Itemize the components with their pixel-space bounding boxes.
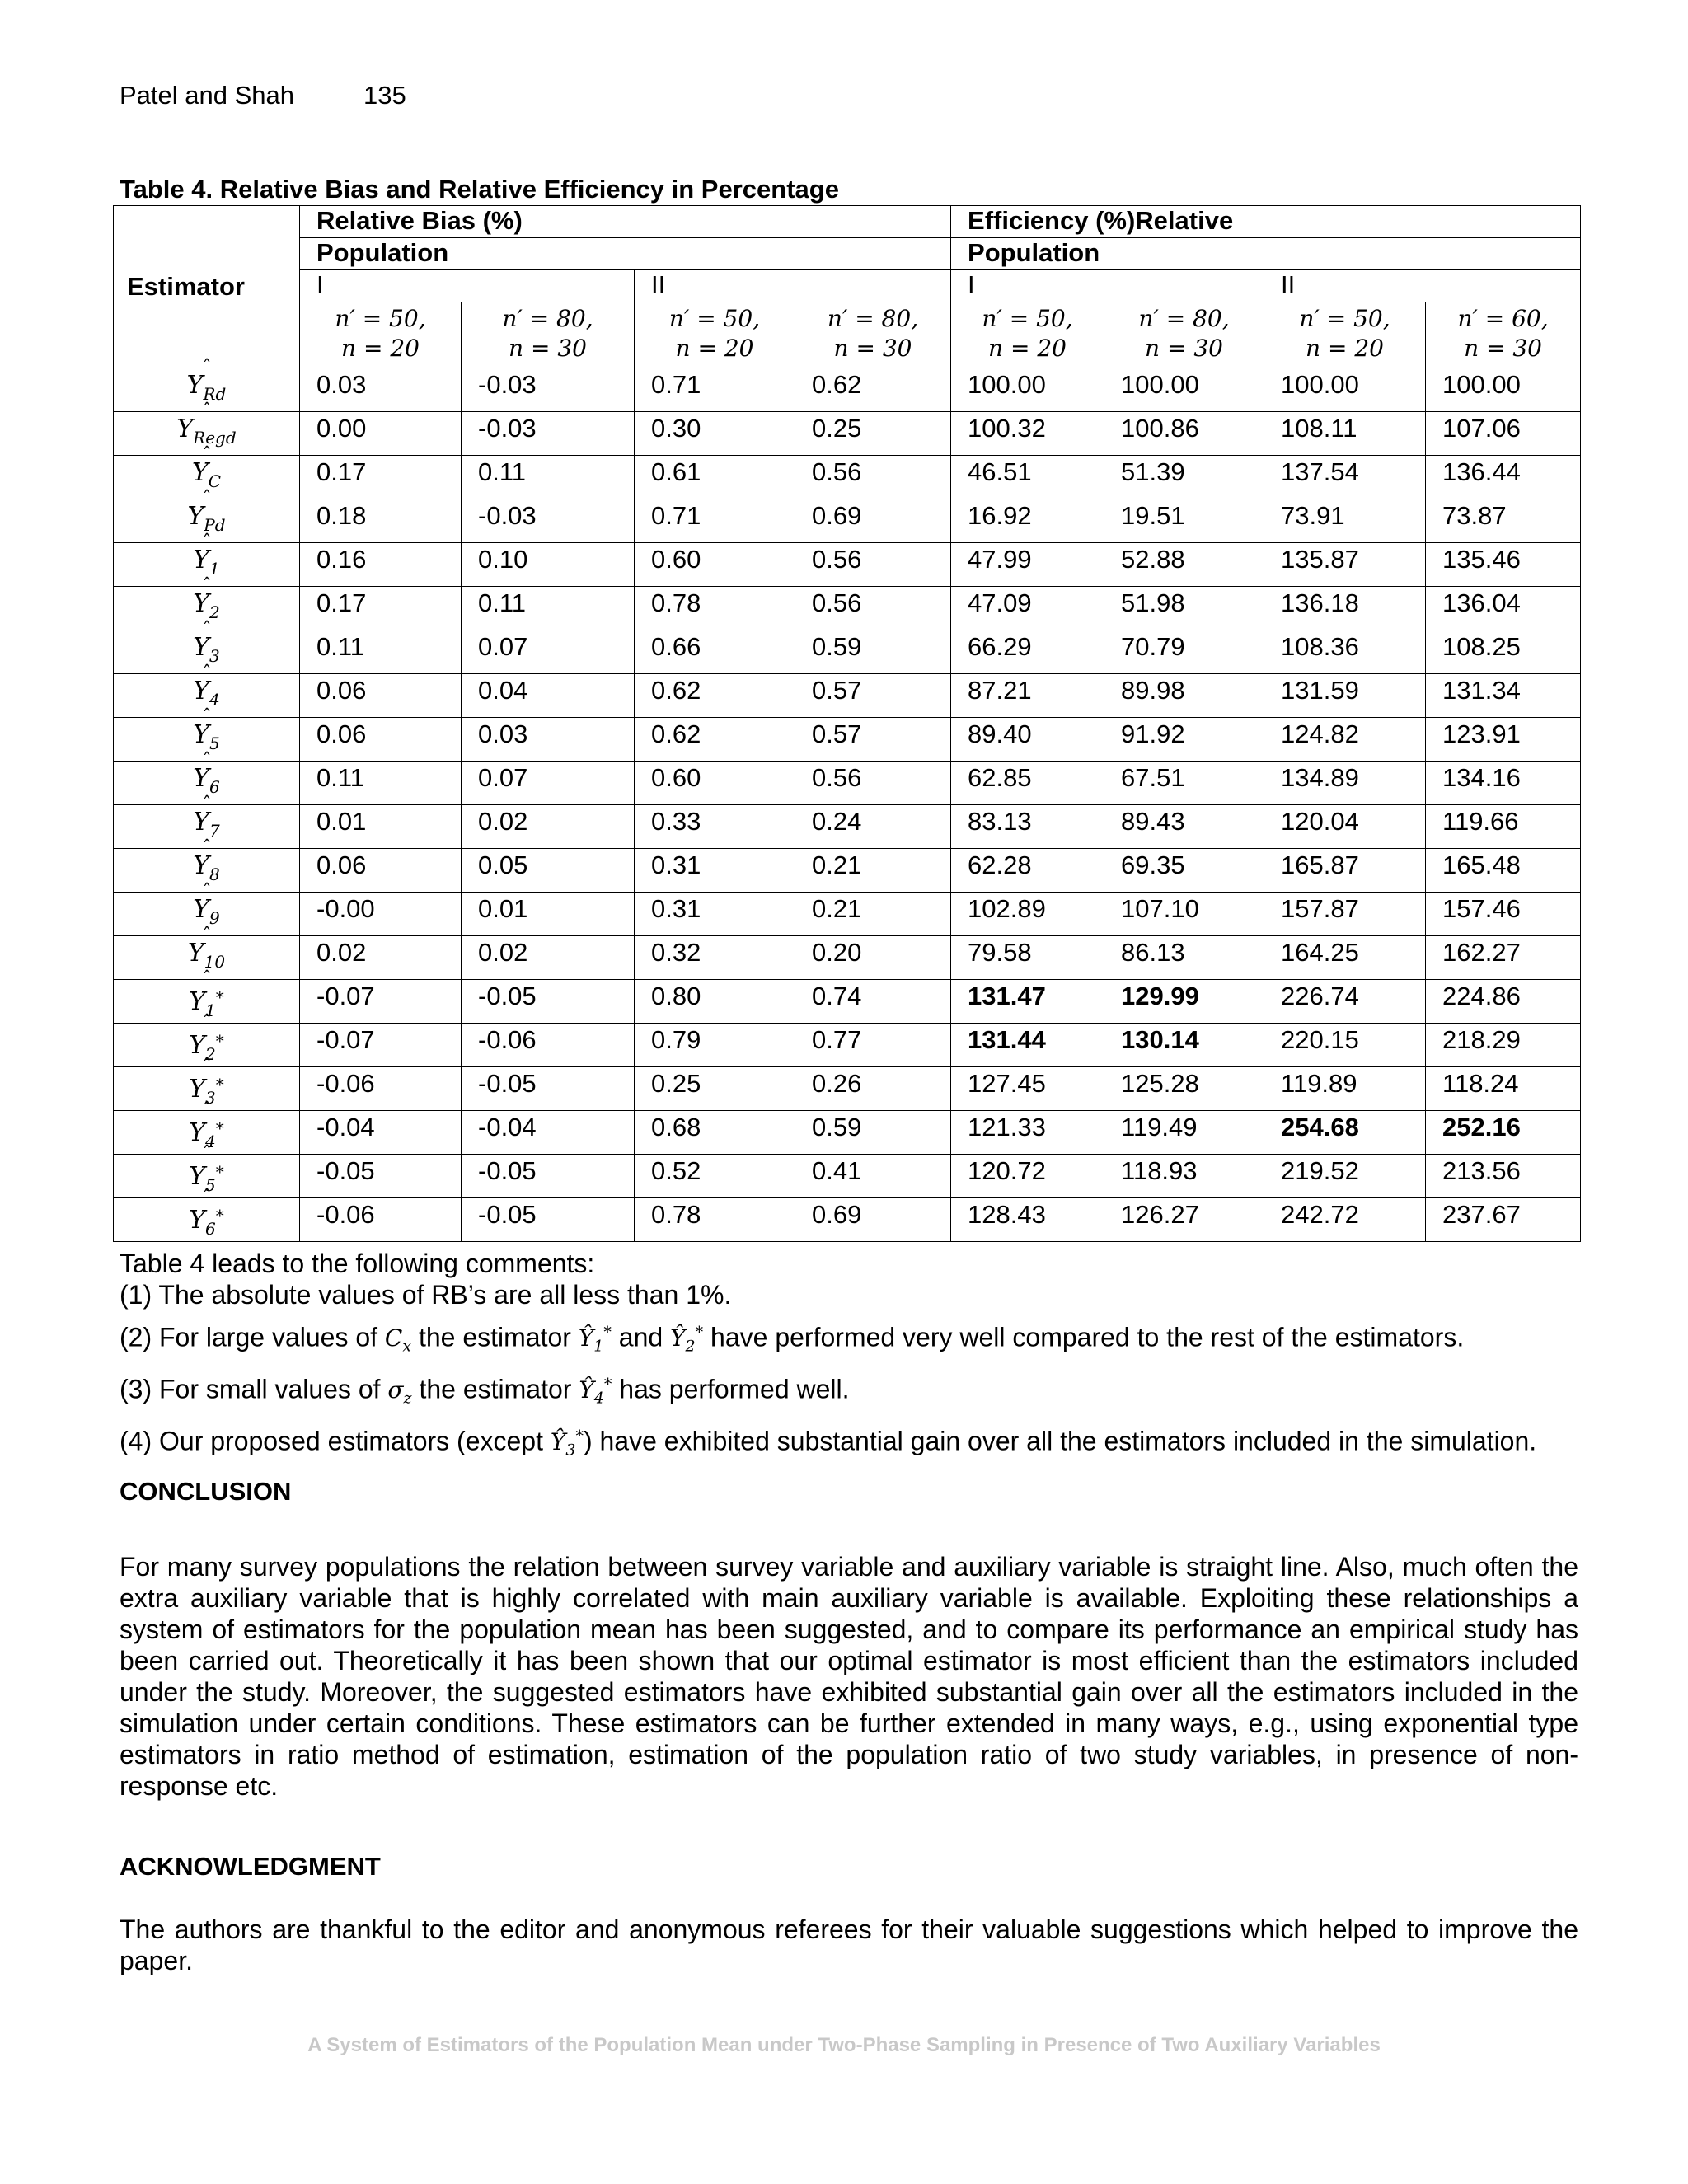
estimator-y3-star: $Y_3^*$ (550, 1427, 584, 1460)
acknowledgment-text: The authors are thankful to the editor and anonymous referees for their valuable suggestions which helped to improve the paper. (120, 1915, 1578, 1975)
table-cell: 0.68 (635, 1111, 795, 1155)
table-cell: 100.32 (951, 412, 1104, 456)
page-number: 135 (363, 81, 406, 110)
table-cell: 108.11 (1264, 412, 1426, 456)
table-cell: -0.04 (462, 1111, 635, 1155)
table-cell: 162.27 (1426, 936, 1581, 980)
estimator-symbol: ˆ $Y_9$ (114, 893, 300, 936)
table-cell: 136.44 (1426, 456, 1581, 499)
table-cell: 0.61 (635, 456, 795, 499)
relative-efficiency-header: Efficiency (%)Relative (951, 206, 1581, 238)
table-cell: -0.07 (300, 1024, 462, 1067)
table-cell: 0.59 (795, 630, 951, 674)
table-cell: 0.62 (635, 674, 795, 718)
table-cell: 120.72 (951, 1155, 1104, 1198)
table-cell: 107.06 (1426, 412, 1581, 456)
estimator-symbol: ˆ $Y_4$ (114, 674, 300, 718)
table-cell: 0.25 (795, 412, 951, 456)
table-cell: -0.06 (300, 1198, 462, 1242)
table-cell: 73.87 (1426, 499, 1581, 543)
table-row (114, 893, 1581, 936)
population-header-eff: Population (951, 238, 1581, 270)
table-cell: 0.30 (635, 412, 795, 456)
table-cell: 0.56 (795, 543, 951, 587)
table-cell: 89.43 (1104, 805, 1264, 849)
footer-title: A System of Estimators of the Population Mean under Two-Phase Sampling in Presence of Two Auxiliary Variables (307, 2034, 1381, 2056)
table-cell: 107.10 (1104, 893, 1264, 936)
table-cell: 89.40 (951, 718, 1104, 762)
table-cell: 0.57 (795, 718, 951, 762)
table-cell: 165.48 (1426, 849, 1581, 893)
table-cell: 0.07 (462, 630, 635, 674)
table-cell: 47.99 (951, 543, 1104, 587)
table-cell: 219.52 (1264, 1155, 1426, 1198)
table-cell: 119.49 (1104, 1111, 1264, 1155)
table-cell: 67.51 (1104, 762, 1264, 805)
table-cell: 0.60 (635, 762, 795, 805)
table-cell: 47.09 (951, 587, 1104, 630)
estimator-y1-star: $Y_1^*$ (578, 1324, 612, 1356)
population-header-rb: Population (300, 238, 951, 270)
sample-size-header: n′ = 80, n = 30 (462, 302, 635, 368)
table-cell: 0.31 (635, 849, 795, 893)
table-cell: 157.87 (1264, 893, 1426, 936)
table-cell: 137.54 (1264, 456, 1426, 499)
acknowledgment-heading: ACKNOWLEDGMENT (120, 1852, 381, 1881)
estimator-symbol: ˆ $Y_{Rd}$ (114, 368, 300, 412)
table-cell: 252.16 (1426, 1111, 1581, 1155)
table-row (114, 412, 1581, 456)
table-cell: 0.04 (462, 674, 635, 718)
sample-size-header: n′ = 60, n = 30 (1426, 302, 1581, 368)
table-cell: 62.85 (951, 762, 1104, 805)
table-cell: 0.71 (635, 499, 795, 543)
comment-3: (3) For small values of $\sigma_z$ the estimator $Y_4^*$ has performed well. (120, 1374, 850, 1408)
table-cell: 51.39 (1104, 456, 1264, 499)
sample-size-header: n′ = 50, n = 20 (951, 302, 1104, 368)
table-cell: 126.27 (1104, 1198, 1264, 1242)
estimator-symbol: ˆ $Y_4^*$ (114, 1111, 300, 1155)
estimator-symbol: ˆ $Y_{Pd}$ (114, 499, 300, 543)
table-row (114, 980, 1581, 1024)
table-cell: 0.52 (635, 1155, 795, 1198)
table-cell: 0.32 (635, 936, 795, 980)
table-cell: 0.03 (462, 718, 635, 762)
table-cell: 0.06 (300, 718, 462, 762)
table-row (114, 936, 1581, 980)
comment-1: (1) The absolute values of RB’s are all less than 1%. (120, 1280, 732, 1310)
table-cell: 0.10 (462, 543, 635, 587)
table-cell: 87.21 (951, 674, 1104, 718)
table-row (114, 368, 1581, 412)
table-cell: 86.13 (1104, 936, 1264, 980)
table-cell: -0.03 (462, 499, 635, 543)
comment-2: (2) For large values of $C_x$ the estimator $Y_1^*$ and $Y_2^*$ have performed very well compared to the rest of the estimators. (120, 1322, 1465, 1356)
table-cell: 0.25 (635, 1067, 795, 1111)
table-row (114, 587, 1581, 630)
table-cell: 136.18 (1264, 587, 1426, 630)
table-cell: 0.69 (795, 499, 951, 543)
table-cell: 0.11 (300, 762, 462, 805)
estimator-symbol: ˆ $Y_8$ (114, 849, 300, 893)
table-cell: 69.35 (1104, 849, 1264, 893)
table-cell: -0.00 (300, 893, 462, 936)
table-cell: 157.46 (1426, 893, 1581, 936)
table-cell: 108.36 (1264, 630, 1426, 674)
table-cell: 242.72 (1264, 1198, 1426, 1242)
table-cell: 73.91 (1264, 499, 1426, 543)
table-cell: 129.99 (1104, 980, 1264, 1024)
table-cell: 165.87 (1264, 849, 1426, 893)
table-cell: 226.74 (1264, 980, 1426, 1024)
table-cell: 100.00 (951, 368, 1104, 412)
table-cell: 254.68 (1264, 1111, 1426, 1155)
estimator-header: Estimator (114, 206, 300, 368)
table-cell: 131.47 (951, 980, 1104, 1024)
table-cell: 0.21 (795, 893, 951, 936)
table-cell: 213.56 (1426, 1155, 1581, 1198)
estimator-symbol: ˆ $Y_2$ (114, 587, 300, 630)
table-cell: 0.60 (635, 543, 795, 587)
table-cell: -0.05 (300, 1155, 462, 1198)
table-cell: -0.03 (462, 368, 635, 412)
table-row (114, 1024, 1581, 1067)
table-cell: 121.33 (951, 1111, 1104, 1155)
estimator-symbol: ˆ $Y_3^*$ (114, 1067, 300, 1111)
table-cell: 0.78 (635, 1198, 795, 1242)
table-cell: 51.98 (1104, 587, 1264, 630)
table-cell: 0.02 (300, 936, 462, 980)
comments-intro: Table 4 leads to the following comments: (120, 1249, 595, 1278)
table-cell: 100.00 (1264, 368, 1426, 412)
table-cell: -0.07 (300, 980, 462, 1024)
sample-size-header: n′ = 80, n = 30 (795, 302, 951, 368)
table-cell: 0.33 (635, 805, 795, 849)
table-row (114, 805, 1581, 849)
table-cell: 0.07 (462, 762, 635, 805)
table-cell: 0.06 (300, 849, 462, 893)
table-row (114, 543, 1581, 587)
table-cell: 0.00 (300, 412, 462, 456)
table-row (114, 1067, 1581, 1111)
table-cell: 100.00 (1104, 368, 1264, 412)
table-cell: 118.24 (1426, 1067, 1581, 1111)
table-cell: 0.11 (462, 456, 635, 499)
table-cell: 0.57 (795, 674, 951, 718)
table-row (114, 674, 1581, 718)
table-cell: 0.77 (795, 1024, 951, 1067)
table-cell: 70.79 (1104, 630, 1264, 674)
table-row (114, 456, 1581, 499)
table-cell: 0.01 (300, 805, 462, 849)
estimator-symbol: ˆ $Y_2^*$ (114, 1024, 300, 1067)
table-cell: 164.25 (1264, 936, 1426, 980)
table-cell: 0.20 (795, 936, 951, 980)
table-cell: 0.59 (795, 1111, 951, 1155)
table-cell: -0.03 (462, 412, 635, 456)
running-head-authors: Patel and Shah (120, 81, 295, 110)
table-cell: 135.87 (1264, 543, 1426, 587)
estimator-symbol: ˆ $Y_1$ (114, 543, 300, 587)
table-cell: 0.69 (795, 1198, 951, 1242)
table-cell: 118.93 (1104, 1155, 1264, 1198)
table-cell: 123.91 (1426, 718, 1581, 762)
sample-size-row (114, 302, 1581, 368)
table-cell: -0.06 (300, 1067, 462, 1111)
table-cell: -0.05 (462, 1067, 635, 1111)
sigma-z-symbol: $\sigma_z$ (387, 1376, 412, 1408)
estimator-symbol: ˆ $Y_1^*$ (114, 980, 300, 1024)
table-cell: 0.66 (635, 630, 795, 674)
table-cell: -0.05 (462, 1198, 635, 1242)
population-I-rb: I (300, 270, 635, 302)
table-cell: 19.51 (1104, 499, 1264, 543)
table-cell: 124.82 (1264, 718, 1426, 762)
estimator-symbol: ˆ $Y_{10}$ (114, 936, 300, 980)
table-cell: 0.16 (300, 543, 462, 587)
estimator-symbol: ˆ $Y_C$ (114, 456, 300, 499)
sample-size-header: n′ = 80, n = 30 (1104, 302, 1264, 368)
table-row (114, 499, 1581, 543)
estimator-symbol: ˆ $Y_6^*$ (114, 1198, 300, 1242)
table-row (114, 1198, 1581, 1242)
table-cell: 0.06 (300, 674, 462, 718)
table-cell: 0.71 (635, 368, 795, 412)
table-cell: 0.62 (635, 718, 795, 762)
table-cell: 79.58 (951, 936, 1104, 980)
estimator-y2-star: $Y_2^*$ (670, 1324, 704, 1356)
table-cell: 136.04 (1426, 587, 1581, 630)
table-cell: 119.66 (1426, 805, 1581, 849)
table-cell: 119.89 (1264, 1067, 1426, 1111)
estimator-symbol: ˆ $Y_3$ (114, 630, 300, 674)
table-cell: 0.18 (300, 499, 462, 543)
cx-symbol: $C_x$ (384, 1324, 412, 1356)
table-row (114, 718, 1581, 762)
table-cell: 127.45 (951, 1067, 1104, 1111)
table-cell: 0.62 (795, 368, 951, 412)
table-cell: 0.01 (462, 893, 635, 936)
table-cell: 128.43 (951, 1198, 1104, 1242)
table-cell: 0.11 (300, 630, 462, 674)
table-cell: 108.25 (1426, 630, 1581, 674)
table-cell: 0.24 (795, 805, 951, 849)
comment-4: (4) Our proposed estimators (except $Y_3^*$) have exhibited substantial gain over all the estimators included in the simulation. (120, 1426, 1537, 1460)
sample-size-header: n′ = 50, n = 20 (1264, 302, 1426, 368)
table-cell: 0.31 (635, 893, 795, 936)
table-cell: 0.02 (462, 936, 635, 980)
table-cell: 0.11 (462, 587, 635, 630)
table-cell: 130.14 (1104, 1024, 1264, 1067)
table-row (114, 1155, 1581, 1198)
sample-size-header: n′ = 50, n = 20 (300, 302, 462, 368)
table-cell: -0.05 (462, 1155, 635, 1198)
comments-block (120, 1248, 1578, 1466)
table-cell: 131.59 (1264, 674, 1426, 718)
estimator-symbol: ˆ $Y_6$ (114, 762, 300, 805)
conclusion-heading: CONCLUSION (120, 1477, 292, 1506)
table-row (114, 630, 1581, 674)
table-row (114, 849, 1581, 893)
table-cell: 62.28 (951, 849, 1104, 893)
table-cell: 0.02 (462, 805, 635, 849)
table-cell: 134.89 (1264, 762, 1426, 805)
table-cell: 0.05 (462, 849, 635, 893)
table-cell: 218.29 (1426, 1024, 1581, 1067)
running-head (120, 81, 406, 110)
table-row (114, 1111, 1581, 1155)
table-cell: 0.56 (795, 762, 951, 805)
results-table (113, 205, 1581, 1242)
table-cell: 0.74 (795, 980, 951, 1024)
table-cell: 66.29 (951, 630, 1104, 674)
table-cell: -0.04 (300, 1111, 462, 1155)
conclusion-text: For many survey populations the relation between survey variable and auxiliary variable is straight line. Also, much often the extra auxiliary variable that is highly correlated with main auxiliary variable is available. Exploiting these relationships a system of estimators for the population mean has been suggested, and to compare its performance an empirical study has been carried out. Theoretically it has been shown that our optimal estimator is most efficient than the estimators included under the study. Moreover, the suggested estimators have exhibited substantial gain over all the estimators included in the simulation under certain conditions. These estimators can be further extended in many ways, e.g., using exponential type estimators in ratio method of estimation, estimation of the population ratio of two study variables, in presence of non-response etc. (120, 1552, 1578, 1801)
table-cell: 220.15 (1264, 1024, 1426, 1067)
table-cell: 0.17 (300, 456, 462, 499)
table-cell: 102.89 (951, 893, 1104, 936)
table-cell: 0.56 (795, 587, 951, 630)
table-cell: 0.79 (635, 1024, 795, 1067)
table-cell: 100.00 (1426, 368, 1581, 412)
table-cell: 134.16 (1426, 762, 1581, 805)
relative-bias-header: Relative Bias (%) (300, 206, 951, 238)
table-cell: 83.13 (951, 805, 1104, 849)
table-cell: 135.46 (1426, 543, 1581, 587)
table-cell: 0.17 (300, 587, 462, 630)
table-cell: 120.04 (1264, 805, 1426, 849)
table-cell: 0.21 (795, 849, 951, 893)
table-cell: 131.44 (951, 1024, 1104, 1067)
estimator-y4-star: $Y_4^*$ (579, 1375, 612, 1408)
sample-size-header: n′ = 50, n = 20 (635, 302, 795, 368)
population-I-eff: I (951, 270, 1264, 302)
population-II-eff: II (1264, 270, 1581, 302)
table-cell: 0.78 (635, 587, 795, 630)
table-cell: 125.28 (1104, 1067, 1264, 1111)
population-II-rb: II (635, 270, 951, 302)
table-cell: 46.51 (951, 456, 1104, 499)
table-cell: 16.92 (951, 499, 1104, 543)
table-cell: 89.98 (1104, 674, 1264, 718)
table-cell: 224.86 (1426, 980, 1581, 1024)
table-cell: 91.92 (1104, 718, 1264, 762)
table-row (114, 762, 1581, 805)
table-cell: 0.80 (635, 980, 795, 1024)
table-cell: 0.56 (795, 456, 951, 499)
estimator-symbol: ˆ $Y_5$ (114, 718, 300, 762)
table-cell: 237.67 (1426, 1198, 1581, 1242)
table-cell: -0.06 (462, 1024, 635, 1067)
estimator-symbol: ˆ $Y_5^*$ (114, 1155, 300, 1198)
table-cell: 0.41 (795, 1155, 951, 1198)
table-cell: 0.03 (300, 368, 462, 412)
table-cell: -0.05 (462, 980, 635, 1024)
table-cell: 52.88 (1104, 543, 1264, 587)
estimator-symbol: ˆ $Y_7$ (114, 805, 300, 849)
table-cell: 100.86 (1104, 412, 1264, 456)
table-title: Table 4. Relative Bias and Relative Efficiency in Percentage (120, 175, 839, 204)
estimator-symbol: ˆ $Y_{Regd}$ (114, 412, 300, 456)
table-cell: 0.26 (795, 1067, 951, 1111)
table-cell: 131.34 (1426, 674, 1581, 718)
